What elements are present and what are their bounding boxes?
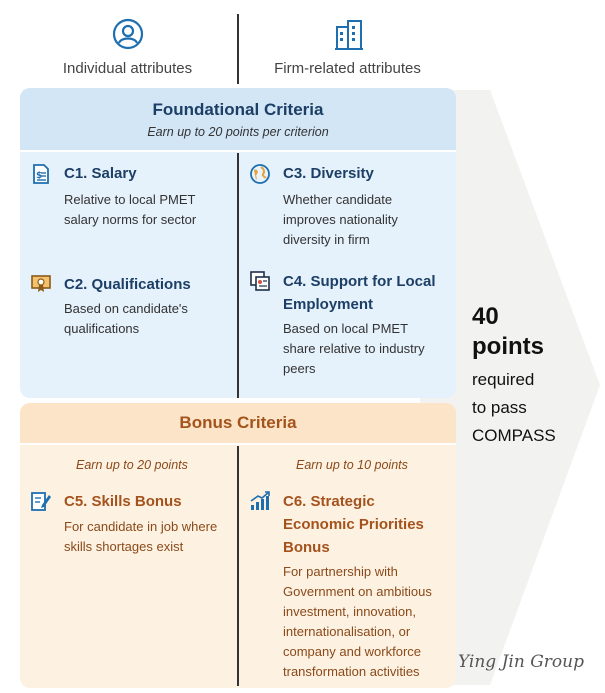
c3-diversity-desc: Whether candidate improves nationality diversity in firm	[283, 192, 398, 247]
c4-support-desc: Based on local PMET share relative to industry peers	[283, 321, 425, 376]
points-unit: points	[472, 333, 544, 360]
watermark-text: Ying Jin Group	[458, 652, 584, 672]
c6-strategic-desc: For partnership with Government on ambitious investment, innovation, internationalisation, or company and workforce transformation activities	[283, 564, 432, 679]
c3-diversity-title: C3. Diversity	[283, 165, 374, 182]
person-icon	[112, 18, 144, 50]
bonus-right-subtitle: Earn up to 10 points	[296, 458, 408, 472]
c2-qualifications-title: C2. Qualifications	[64, 276, 191, 293]
header-divider	[237, 14, 239, 84]
globe-icon	[249, 163, 271, 185]
bonus-left-subtitle: Earn up to 20 points	[76, 458, 188, 472]
foundational-subtitle: Earn up to 20 points per criterion	[147, 125, 329, 139]
bonus-separator	[20, 443, 456, 445]
c1-salary-title: C1. Salary	[64, 165, 137, 182]
points-line-compass: COMPASS	[472, 426, 556, 445]
payslip-icon	[30, 163, 52, 185]
firm-attributes-label: Firm-related attributes	[274, 60, 421, 77]
building-icon	[334, 18, 364, 52]
growth-chart-icon	[249, 490, 271, 512]
points-number: 40	[472, 303, 499, 330]
points-line-required: required	[472, 370, 535, 389]
bonus-title: Bonus Criteria	[179, 413, 297, 432]
bonus-divider	[237, 446, 239, 686]
c2-qualifications-desc: Based on candidate's qualifications	[64, 301, 188, 336]
c6-strategic-title: C6. Strategic Economic Priorities Bonus	[283, 493, 424, 556]
c5-skills-bonus-title: C5. Skills Bonus	[64, 493, 182, 510]
certificate-icon	[30, 272, 52, 294]
id-cards-icon	[249, 270, 271, 292]
c4-support-title: C4. Support for Local Employment	[283, 273, 436, 313]
foundational-separator	[20, 150, 456, 152]
points-required-block	[472, 302, 556, 450]
skills-document-icon	[30, 490, 52, 512]
foundational-title: Foundational Criteria	[152, 100, 324, 119]
foundational-divider	[237, 153, 239, 398]
svg-text:$: $	[36, 171, 43, 181]
individual-attributes-label: Individual attributes	[62, 60, 193, 77]
c5-skills-bonus-desc: For candidate in job where skills shortages exist	[64, 519, 218, 554]
points-line-to-pass: to pass	[472, 398, 527, 417]
c1-salary-desc: Relative to local PMET salary norms for sector	[64, 192, 197, 227]
